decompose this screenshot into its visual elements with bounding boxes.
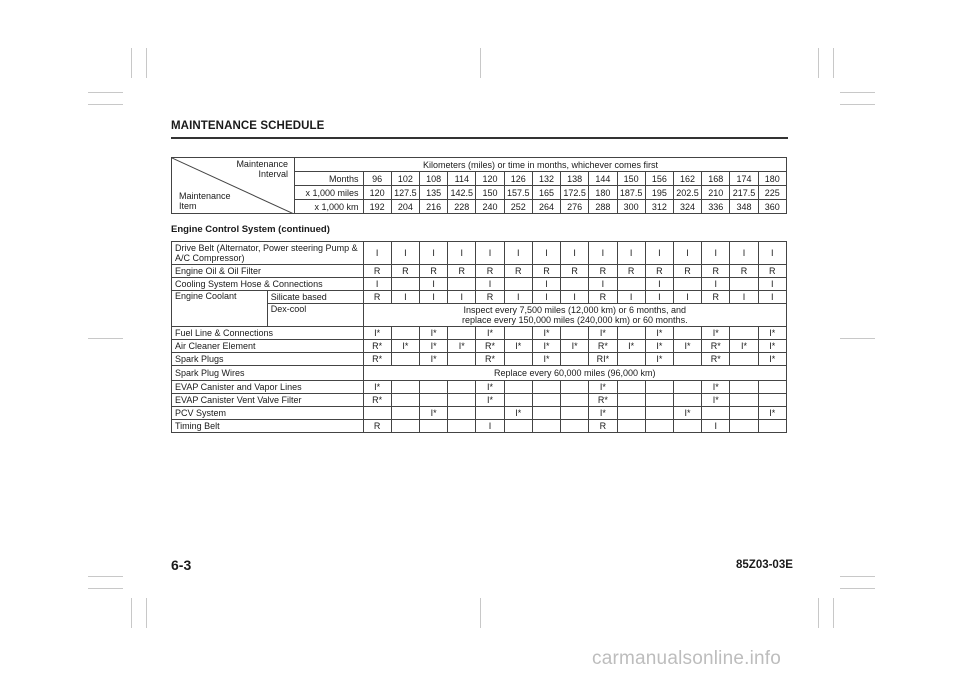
schedule-cell: R*	[476, 353, 504, 366]
schedule-cell	[532, 420, 560, 433]
schedule-cell: I*	[589, 327, 617, 340]
interval-cell: 102	[391, 172, 419, 186]
schedule-cell: I	[448, 291, 476, 304]
item-label: EVAP Canister Vent Valve Filter	[172, 394, 364, 407]
schedule-row	[172, 327, 787, 340]
interval-cell: 168	[702, 172, 730, 186]
schedule-cell: I*	[645, 327, 673, 340]
interval-cell: 324	[673, 200, 701, 214]
schedule-note: Replace every 60,000 miles (96,000 km)	[363, 366, 786, 381]
schedule-cell	[391, 407, 419, 420]
schedule-cell: R	[702, 265, 730, 278]
interval-cell: 126	[504, 172, 532, 186]
schedule-cell: I*	[363, 327, 391, 340]
schedule-row	[172, 394, 787, 407]
interval-cell: 202.5	[673, 186, 701, 200]
schedule-cell: I	[476, 278, 504, 291]
corner-top-line: Maintenance	[236, 159, 288, 169]
schedule-cell	[532, 407, 560, 420]
interval-table	[171, 157, 787, 214]
schedule-cell: I*	[363, 381, 391, 394]
schedule-cell: I	[363, 278, 391, 291]
interval-corner-cell	[172, 158, 295, 214]
schedule-cell	[363, 407, 391, 420]
corner-top-label	[236, 159, 288, 179]
schedule-cell: I*	[419, 407, 447, 420]
schedule-cell	[730, 327, 758, 340]
interval-row-label: Months	[294, 172, 363, 186]
interval-cell: 187.5	[617, 186, 645, 200]
schedule-cell: I*	[419, 340, 447, 353]
schedule-cell	[758, 420, 786, 433]
item-sublabel: Silicate based	[267, 291, 363, 304]
item-label: Drive Belt (Alternator, Power steering Pump & A/C Compressor)	[172, 242, 364, 265]
schedule-cell	[504, 353, 532, 366]
interval-row-label: x 1,000 km	[294, 200, 363, 214]
schedule-cell: R*	[702, 340, 730, 353]
schedule-cell	[504, 381, 532, 394]
schedule-cell	[730, 407, 758, 420]
schedule-cell: R	[730, 265, 758, 278]
interval-cell: 210	[702, 186, 730, 200]
interval-cell: 288	[589, 200, 617, 214]
interval-cell: 165	[532, 186, 560, 200]
watermark: carmanualsonline.info	[592, 648, 782, 669]
schedule-cell	[561, 278, 589, 291]
item-label: Cooling System Hose & Connections	[172, 278, 364, 291]
schedule-cell	[617, 327, 645, 340]
schedule-cell: I	[617, 242, 645, 265]
schedule-cell	[419, 394, 447, 407]
schedule-cell	[617, 420, 645, 433]
interval-cell: 312	[645, 200, 673, 214]
schedule-cell: I	[673, 291, 701, 304]
schedule-cell	[561, 394, 589, 407]
interval-cell: 150	[476, 186, 504, 200]
schedule-cell	[673, 278, 701, 291]
schedule-cell: I	[702, 420, 730, 433]
schedule-cell	[730, 420, 758, 433]
item-label: Fuel Line & Connections	[172, 327, 364, 340]
schedule-cell	[673, 394, 701, 407]
document-code: 85Z03-03E	[736, 559, 793, 571]
schedule-cell: I	[645, 278, 673, 291]
schedule-cell	[730, 353, 758, 366]
schedule-cell: R	[589, 291, 617, 304]
schedule-row	[172, 340, 787, 353]
schedule-cell: I	[504, 242, 532, 265]
schedule-cell: R	[363, 291, 391, 304]
schedule-row	[172, 278, 787, 291]
schedule-cell: I	[391, 291, 419, 304]
schedule-row	[172, 420, 787, 433]
schedule-cell	[617, 394, 645, 407]
schedule-row	[172, 353, 787, 366]
schedule-cell: I	[476, 242, 504, 265]
schedule-cell	[617, 278, 645, 291]
corner-bottom-line: Item	[179, 201, 197, 211]
schedule-cell: I*	[702, 394, 730, 407]
schedule-cell: R	[702, 291, 730, 304]
item-label: Engine Coolant	[172, 291, 268, 327]
interval-title-row	[172, 158, 787, 172]
schedule-cell	[391, 394, 419, 407]
schedule-cell	[561, 420, 589, 433]
schedule-cell	[448, 381, 476, 394]
interval-cell: 162	[673, 172, 701, 186]
schedule-cell: R*	[589, 340, 617, 353]
schedule-cell: I*	[702, 327, 730, 340]
title-rule	[171, 137, 788, 139]
interval-cell: 225	[758, 186, 786, 200]
schedule-cell	[448, 407, 476, 420]
page-number: 6-3	[171, 557, 192, 573]
schedule-table	[171, 241, 787, 433]
interval-cell: 228	[448, 200, 476, 214]
schedule-cell: R	[419, 265, 447, 278]
schedule-cell	[504, 278, 532, 291]
schedule-cell: I*	[589, 381, 617, 394]
interval-cell: 142.5	[448, 186, 476, 200]
schedule-cell	[448, 327, 476, 340]
schedule-cell: R*	[363, 340, 391, 353]
schedule-cell: I	[758, 291, 786, 304]
schedule-cell: I	[419, 278, 447, 291]
schedule-cell: I	[561, 291, 589, 304]
schedule-cell: I	[419, 242, 447, 265]
schedule-cell	[391, 381, 419, 394]
schedule-cell	[391, 353, 419, 366]
interval-cell: 172.5	[561, 186, 589, 200]
interval-cell: 114	[448, 172, 476, 186]
schedule-cell: R	[589, 265, 617, 278]
interval-cell: 150	[617, 172, 645, 186]
item-label: PCV System	[172, 407, 364, 420]
schedule-cell	[730, 394, 758, 407]
schedule-cell	[419, 420, 447, 433]
schedule-cell	[758, 394, 786, 407]
schedule-cell: I*	[504, 340, 532, 353]
schedule-cell	[561, 353, 589, 366]
schedule-cell	[448, 278, 476, 291]
schedule-cell: R	[363, 265, 391, 278]
schedule-cell: I*	[476, 381, 504, 394]
schedule-cell: I	[758, 242, 786, 265]
schedule-cell: R	[758, 265, 786, 278]
schedule-cell	[673, 381, 701, 394]
schedule-cell: R	[504, 265, 532, 278]
item-label: Engine Oil & Oil Filter	[172, 265, 364, 278]
interval-cell: 138	[561, 172, 589, 186]
interval-cell: 195	[645, 186, 673, 200]
schedule-cell: I*	[645, 340, 673, 353]
schedule-cell: I	[391, 242, 419, 265]
item-label: Spark Plugs	[172, 353, 364, 366]
interval-cell: 174	[730, 172, 758, 186]
schedule-cell: I	[730, 291, 758, 304]
schedule-cell	[448, 353, 476, 366]
schedule-cell: I	[617, 291, 645, 304]
schedule-cell: R	[448, 265, 476, 278]
schedule-cell	[617, 353, 645, 366]
schedule-cell: R	[532, 265, 560, 278]
schedule-cell	[476, 407, 504, 420]
schedule-cell	[448, 420, 476, 433]
schedule-row	[172, 407, 787, 420]
schedule-row	[172, 242, 787, 265]
schedule-cell: I	[561, 242, 589, 265]
schedule-row	[172, 366, 787, 381]
schedule-cell	[419, 381, 447, 394]
schedule-cell: I*	[617, 340, 645, 353]
schedule-cell: R	[589, 420, 617, 433]
interval-cell: 264	[532, 200, 560, 214]
schedule-note-line: replace every 150,000 miles (240,000 km) or 60 months.	[461, 315, 688, 325]
interval-cell: 348	[730, 200, 758, 214]
schedule-cell: I	[673, 242, 701, 265]
schedule-cell: I*	[561, 340, 589, 353]
schedule-cell: I*	[730, 340, 758, 353]
schedule-cell	[504, 394, 532, 407]
schedule-cell	[730, 278, 758, 291]
interval-cell: 127.5	[391, 186, 419, 200]
interval-cell: 135	[419, 186, 447, 200]
schedule-cell: R	[391, 265, 419, 278]
page-title: MAINTENANCE SCHEDULE	[171, 120, 325, 132]
schedule-row	[172, 291, 787, 304]
schedule-cell: I	[504, 291, 532, 304]
schedule-cell: I*	[532, 353, 560, 366]
schedule-note-line: Inspect every 7,500 miles (12,000 km) or 6 months, and	[463, 305, 687, 315]
schedule-cell: I*	[758, 327, 786, 340]
schedule-cell	[532, 394, 560, 407]
schedule-note	[363, 304, 786, 327]
schedule-cell: I*	[419, 353, 447, 366]
schedule-cell: I*	[758, 353, 786, 366]
interval-cell: 336	[702, 200, 730, 214]
interval-cell: 156	[645, 172, 673, 186]
schedule-cell: I	[532, 278, 560, 291]
schedule-cell	[617, 407, 645, 420]
schedule-cell: R	[363, 420, 391, 433]
section-heading: Engine Control System (continued)	[171, 224, 330, 235]
schedule-cell	[758, 381, 786, 394]
schedule-cell: R	[476, 265, 504, 278]
item-sublabel: Dex-cool	[267, 304, 363, 327]
schedule-cell: I*	[448, 340, 476, 353]
interval-cell: 108	[419, 172, 447, 186]
schedule-cell: R*	[702, 353, 730, 366]
schedule-cell: RI*	[589, 353, 617, 366]
schedule-cell: R	[645, 265, 673, 278]
schedule-cell: I	[532, 242, 560, 265]
interval-cell: 180	[589, 186, 617, 200]
schedule-cell: I	[645, 242, 673, 265]
item-label: EVAP Canister and Vapor Lines	[172, 381, 364, 394]
schedule-cell	[673, 353, 701, 366]
interval-cell: 204	[391, 200, 419, 214]
schedule-row	[172, 381, 787, 394]
schedule-cell: I*	[758, 407, 786, 420]
schedule-cell: I	[363, 242, 391, 265]
schedule-cell: I	[589, 242, 617, 265]
schedule-cell: R	[476, 291, 504, 304]
schedule-cell: R	[561, 265, 589, 278]
schedule-cell: I	[589, 278, 617, 291]
schedule-cell	[730, 381, 758, 394]
item-label: Air Cleaner Element	[172, 340, 364, 353]
corner-bottom-label	[179, 191, 231, 211]
interval-cell: 252	[504, 200, 532, 214]
schedule-cell	[673, 420, 701, 433]
schedule-cell: I	[758, 278, 786, 291]
schedule-cell	[645, 420, 673, 433]
item-label: Spark Plug Wires	[172, 366, 364, 381]
schedule-cell: I	[419, 291, 447, 304]
interval-cell: 360	[758, 200, 786, 214]
schedule-cell: R*	[476, 340, 504, 353]
schedule-cell: I*	[645, 353, 673, 366]
schedule-cell	[391, 327, 419, 340]
schedule-cell	[391, 278, 419, 291]
interval-cell: 276	[561, 200, 589, 214]
schedule-cell	[617, 381, 645, 394]
interval-cell: 120	[363, 186, 391, 200]
interval-cell: 300	[617, 200, 645, 214]
schedule-cell	[532, 381, 560, 394]
schedule-cell	[561, 407, 589, 420]
schedule-cell: R*	[363, 394, 391, 407]
corner-bottom-line: Maintenance	[179, 191, 231, 201]
schedule-cell: I*	[532, 327, 560, 340]
schedule-cell	[673, 327, 701, 340]
schedule-cell: I*	[758, 340, 786, 353]
item-label: Timing Belt	[172, 420, 364, 433]
schedule-cell: I*	[702, 381, 730, 394]
schedule-cell: I	[476, 420, 504, 433]
schedule-cell: I*	[673, 340, 701, 353]
schedule-cell: I*	[532, 340, 560, 353]
schedule-cell	[645, 407, 673, 420]
schedule-cell: I*	[673, 407, 701, 420]
schedule-cell	[448, 394, 476, 407]
schedule-cell	[561, 381, 589, 394]
interval-cell: 217.5	[730, 186, 758, 200]
interval-cell: 120	[476, 172, 504, 186]
schedule-cell	[391, 420, 419, 433]
interval-row-label: x 1,000 miles	[294, 186, 363, 200]
schedule-cell	[504, 420, 532, 433]
schedule-cell: I*	[476, 327, 504, 340]
schedule-cell: R*	[589, 394, 617, 407]
interval-cell: 240	[476, 200, 504, 214]
schedule-cell: I	[730, 242, 758, 265]
schedule-cell: I*	[504, 407, 532, 420]
schedule-row	[172, 265, 787, 278]
schedule-cell: I	[532, 291, 560, 304]
schedule-cell: I	[448, 242, 476, 265]
interval-title: Kilometers (miles) or time in months, whichever comes first	[294, 158, 786, 172]
interval-cell: 180	[758, 172, 786, 186]
schedule-cell	[561, 327, 589, 340]
interval-cell: 192	[363, 200, 391, 214]
schedule-cell: I*	[476, 394, 504, 407]
schedule-cell: I	[645, 291, 673, 304]
schedule-cell: I	[702, 278, 730, 291]
interval-cell: 216	[419, 200, 447, 214]
schedule-cell	[645, 394, 673, 407]
interval-cell: 144	[589, 172, 617, 186]
interval-cell: 157.5	[504, 186, 532, 200]
schedule-cell: R	[617, 265, 645, 278]
schedule-cell: R	[673, 265, 701, 278]
schedule-cell: I*	[391, 340, 419, 353]
schedule-cell	[702, 407, 730, 420]
interval-cell: 132	[532, 172, 560, 186]
schedule-cell	[504, 327, 532, 340]
schedule-cell: I	[702, 242, 730, 265]
interval-cell: 96	[363, 172, 391, 186]
corner-top-line: Interval	[258, 169, 288, 179]
schedule-cell	[645, 381, 673, 394]
schedule-cell: I*	[419, 327, 447, 340]
schedule-cell: I*	[589, 407, 617, 420]
schedule-cell: R*	[363, 353, 391, 366]
